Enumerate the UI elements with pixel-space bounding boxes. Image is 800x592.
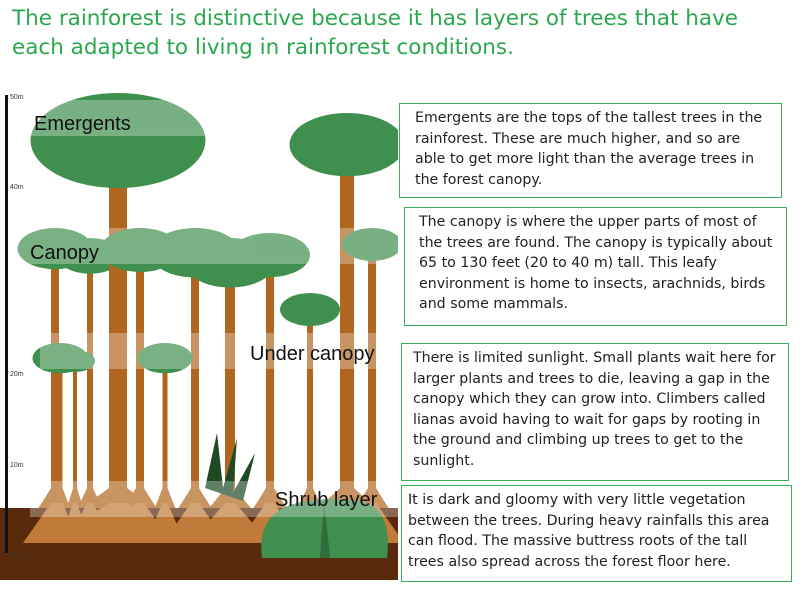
scale-50m: 50m <box>10 94 24 101</box>
slide-title: The rainforest is distinctive because it has layers of trees that have each adapted to living in rainforest conditions. <box>12 6 738 60</box>
height-scale <box>5 94 24 558</box>
scale-10m: 10m <box>10 462 24 469</box>
tree-trunk <box>72 263 108 518</box>
tree-crown <box>280 293 340 326</box>
trees-illustration <box>18 93 399 518</box>
layer-label-under-canopy: Under canopy <box>250 343 375 365</box>
layer-label-canopy: Canopy <box>30 242 99 264</box>
scale-20m: 20m <box>10 371 24 378</box>
layer-label-shrub: Shrub layer <box>275 489 378 511</box>
canopy-description: The canopy is where the upper parts of most of the trees are found. The canopy is typically about 65 to 130 feet (20 to 40 m) tall. This leafy environment is home to insects, arachnids, birds and some mammals. <box>404 207 787 326</box>
layer-label-emergents: Emergents <box>34 113 131 135</box>
rainforest-layers-diagram <box>0 88 398 580</box>
tree-crown <box>290 113 399 176</box>
shrub-layer-description: It is dark and gloomy with very little vegetation between the trees. During heavy rainfalls this area can flood. The massive buttress roots of the tall trees also spread across the forest floor here. <box>401 485 792 582</box>
tree-trunk <box>348 251 396 518</box>
emergents-description: Emergents are the tops of the tallest trees in the rainforest. These are much higher, and so are able to get more light than the average trees in the forest canopy. <box>399 103 782 198</box>
scale-40m: 40m <box>10 184 24 191</box>
tree-trunk <box>31 257 79 518</box>
scale-0m: 0m <box>10 551 20 558</box>
under-canopy-description: There is limited sunlight. Small plants wait here for larger plants and trees to die, leaving a gap in the canopy which they can grow into. Climbers called lianas avoid having to wait for gaps by rooting in the ground and climbing up trees to get to the sunlight. <box>401 343 789 481</box>
